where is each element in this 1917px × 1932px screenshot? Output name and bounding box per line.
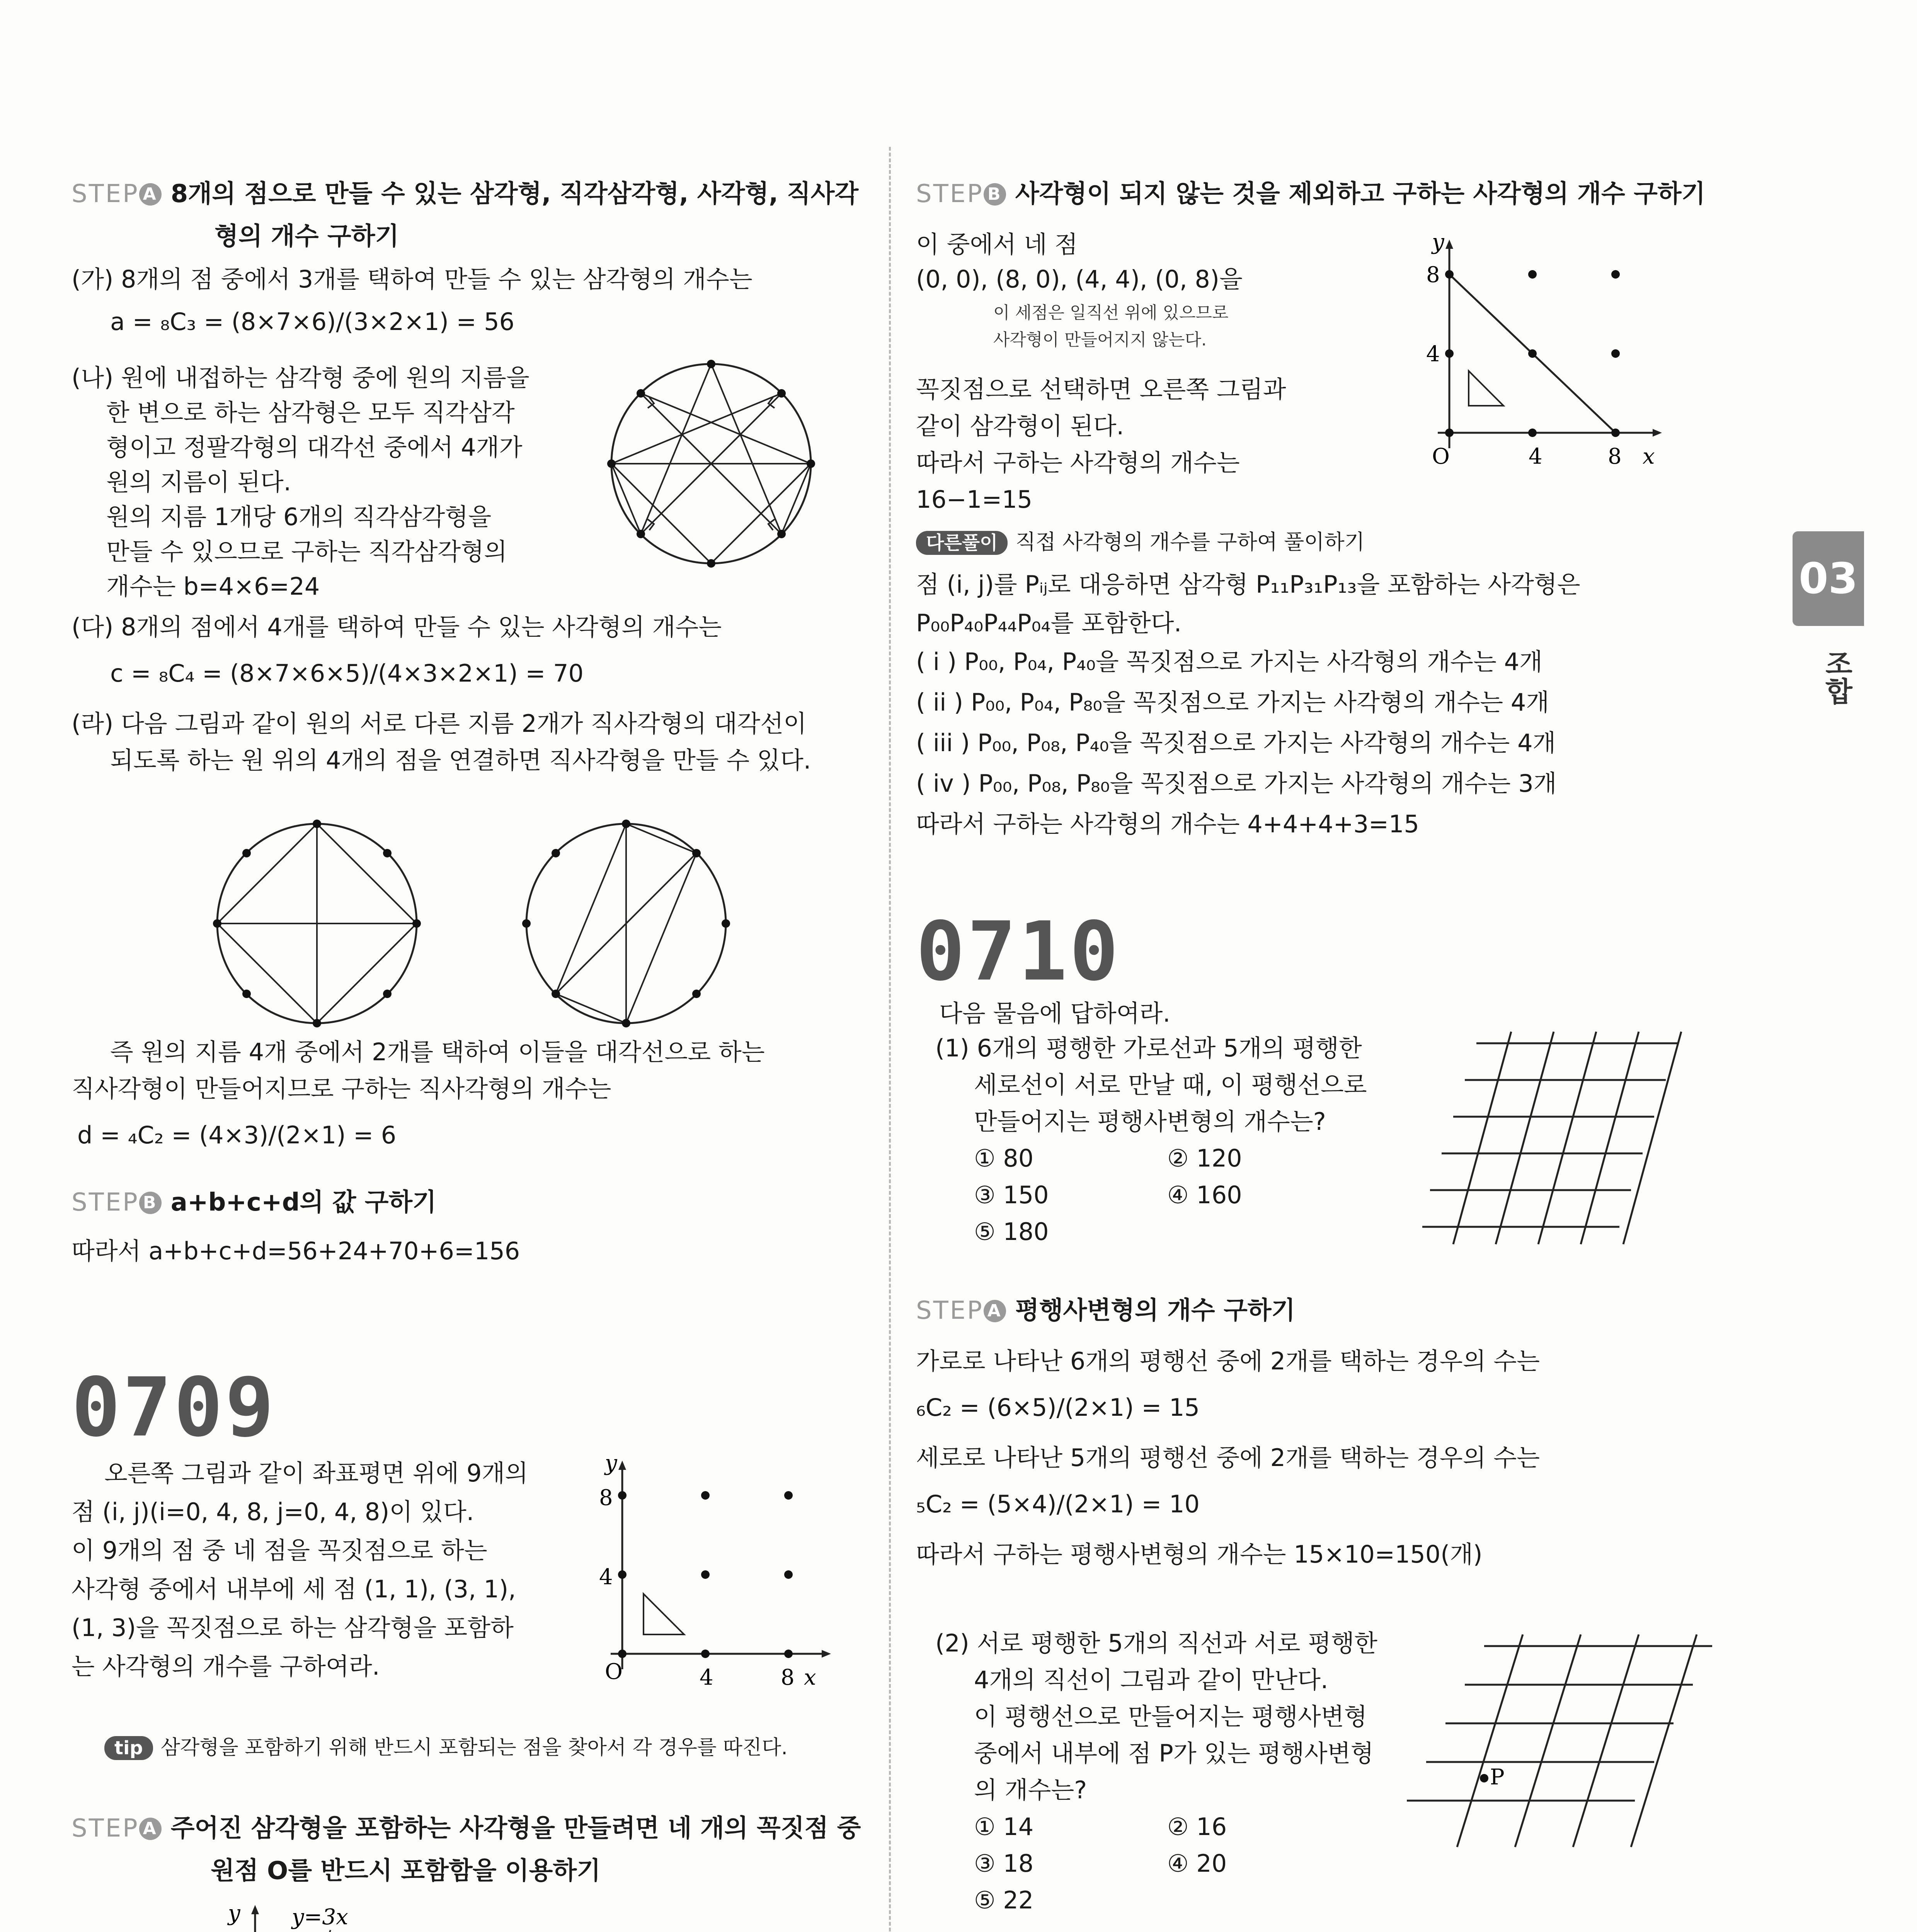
b2-line: (0, 0), (8, 0), (4, 4), (0, 8)을 xyxy=(916,265,1243,293)
problem-line: 이 9개의 점 중 네 점을 꼭짓점으로 하는 xyxy=(72,1536,487,1565)
na-line: 개수는 b=4×6=24 xyxy=(106,572,320,600)
line-y3x-label: y=3x xyxy=(292,1905,348,1930)
problem-number-0709: 0709 xyxy=(72,1360,276,1455)
svg-text:O: O xyxy=(1432,444,1450,469)
chapter-tab: 03 xyxy=(1793,531,1864,626)
q2-choice: ② 16 xyxy=(1167,1813,1227,1841)
step-a-heading-2: STEP A 주어진 삼각형을 포함하는 사각형을 만들려면 네 개의 꼭짓점 중 xyxy=(72,1814,861,1843)
alt-line: ( iv ) P₀₀, P₀₈, P₈₀을 꼭짓점으로 가지는 사각형의 개수는 3개 xyxy=(916,769,1557,798)
step-b-heading-2: STEP B 사각형이 되지 않는 것을 제외하고 구하는 사각형의 개수 구하기 xyxy=(916,180,1706,208)
b2-line: 이 중에서 네 점 xyxy=(916,230,1078,259)
alt-line: ( iii ) P₀₀, P₀₈, P₄₀을 꼭짓점으로 가지는 사각형의 개수는 4개 xyxy=(916,729,1556,757)
svg-text:x: x xyxy=(804,1665,816,1690)
quadrilateral-choice-figure xyxy=(139,1901,564,1932)
q1-choice: ④ 160 xyxy=(1167,1181,1242,1209)
na-line: 원의 지름 1개당 6개의 직각삼각형을 xyxy=(106,503,492,531)
step-a-heading-1-cont: 형의 개수 구하기 xyxy=(215,222,399,251)
alt-line: 따라서 구하는 사각형의 개수는 4+4+4+3=15 xyxy=(916,810,1419,838)
b2-note: 사각형이 만들어지지 않는다. xyxy=(993,330,1207,350)
na-line: (나) 원에 내접하는 삼각형 중에 원의 지름을 xyxy=(72,364,529,392)
ga-formula: a = ₈C₃ = (8×7×6)/(3×2×1) = 56 xyxy=(110,308,515,336)
problem-line: 는 사각형의 개수를 구하여라. xyxy=(72,1652,380,1680)
parallel-lines-figure-2 xyxy=(1380,1631,1728,1855)
point-p-label: P xyxy=(1490,1765,1505,1790)
problem-line: (1, 3)을 꼭짓점으로 하는 삼각형을 포함하 xyxy=(72,1614,514,1642)
na-line: 한 변으로 하는 삼각형은 모두 직각삼각 xyxy=(106,398,515,427)
ra-text: (라) 다음 그림과 같이 원의 서로 다른 지름 2개가 직사각형의 대각선이 xyxy=(72,709,807,738)
a3-formula: ₅C₂ = (5×4)/(2×1) = 10 xyxy=(916,1490,1200,1518)
svg-text:8: 8 xyxy=(599,1485,613,1510)
step-a-heading-3: STEP A 평행사변형의 개수 구하기 xyxy=(916,1296,1296,1325)
q1-choice: ③ 150 xyxy=(974,1181,1049,1209)
na-line: 만들 수 있으므로 구하는 직각삼각형의 xyxy=(106,537,507,566)
problem-number-0710: 0710 xyxy=(916,904,1121,999)
ra-text: 되도록 하는 원 위의 4개의 점을 연결하면 직사각형을 만들 수 있다. xyxy=(110,746,811,774)
b2-line: 꼭짓점으로 선택하면 오른쪽 그림과 xyxy=(916,375,1286,403)
tip-line: tip 삼각형을 포함하기 위해 반드시 포함되는 점을 찾아서 각 경우를 따진다. xyxy=(104,1731,788,1764)
step-b-heading-1: STEP B a+b+c+d의 값 구하기 xyxy=(72,1188,437,1217)
svg-text:8: 8 xyxy=(1608,444,1622,469)
q2-choice: ③ 18 xyxy=(974,1849,1034,1878)
b2-note: 이 세점은 일직선 위에 있으므로 xyxy=(993,303,1229,323)
b2-line: 따라서 구하는 사각형의 개수는 xyxy=(916,449,1240,477)
q2-line: 중에서 내부에 점 P가 있는 평행사변형 xyxy=(974,1739,1374,1767)
step-tag: STEP A xyxy=(72,180,162,208)
da-formula: c = ₈C₄ = (8×7×6×5)/(4×3×2×1) = 70 xyxy=(110,659,584,687)
q2-line: (2) 서로 평행한 5개의 직선과 서로 평행한 xyxy=(935,1629,1377,1657)
svg-text:4: 4 xyxy=(1529,444,1542,469)
alt-badge: 다른풀이 xyxy=(916,531,1008,555)
q2-choice: ④ 20 xyxy=(1167,1849,1227,1878)
parallel-lines-figure-1 xyxy=(1422,1028,1693,1252)
grid-points-figure xyxy=(572,1453,843,1704)
svg-text:x: x xyxy=(1643,444,1655,469)
na-line: 원의 지름이 된다. xyxy=(106,468,291,496)
svg-text:4: 4 xyxy=(1426,342,1440,367)
q2-choice: ⑤ 22 xyxy=(974,1886,1034,1914)
alt-line: 점 (i, j)를 Pᵢⱼ로 대응하면 삼각형 P₁₁P₃₁P₁₃을 포함하는 사각형은 xyxy=(916,570,1580,599)
rect-formula: d = ₄C₂ = (4×3)/(2×1) = 6 xyxy=(77,1121,397,1149)
na-line: 형이고 정팔각형의 대각선 중에서 4개가 xyxy=(106,433,523,461)
q2-line: 이 평행선으로 만들어지는 평행사변형 xyxy=(974,1702,1367,1731)
chapter-label: 조합 xyxy=(1820,649,1853,705)
rect-conclusion: 직사각형이 만들어지므로 구하는 직사각형의 개수는 xyxy=(72,1075,611,1103)
excluded-triangle-figure xyxy=(1411,232,1681,483)
svg-text:8: 8 xyxy=(1426,262,1440,287)
q1-choice: ① 80 xyxy=(974,1144,1034,1172)
q1-line: 만들어지는 평행사변형의 개수는? xyxy=(974,1107,1326,1136)
q2-choice: ① 14 xyxy=(974,1813,1034,1841)
step-a-heading-1: STEP A 8개의 점으로 만들 수 있는 삼각형, 직각삼각형, 사각형, 직사각 xyxy=(72,180,859,208)
problem-line: 사각형 중에서 내부에 세 점 (1, 1), (3, 1), xyxy=(72,1575,516,1603)
a3-formula: ₆C₂ = (6×5)/(2×1) = 15 xyxy=(916,1393,1200,1422)
rect-conclusion: 즉 원의 지름 4개 중에서 2개를 택하여 이들을 대각선으로 하는 xyxy=(110,1038,765,1066)
svg-text:y: y xyxy=(228,1901,240,1926)
tip-badge: tip xyxy=(104,1736,153,1760)
svg-text:8: 8 xyxy=(781,1665,795,1690)
q2-line: 의 개수는? xyxy=(974,1776,1087,1804)
da-text: (다) 8개의 점에서 4개를 택하여 만들 수 있는 사각형의 개수는 xyxy=(72,613,722,641)
alt-line: ( ii ) P₀₀, P₀₄, P₈₀을 꼭짓점으로 가지는 사각형의 개수는 4개 xyxy=(916,688,1549,716)
alt-line: ( i ) P₀₀, P₀₄, P₄₀을 꼭짓점으로 가지는 사각형의 개수는 4개 xyxy=(916,648,1542,676)
ga-text: (가) 8개의 점 중에서 3개를 택하여 만들 수 있는 삼각형의 개수는 xyxy=(72,265,752,293)
alt-line: P₀₀P₄₀P₄₄P₀₄를 포함한다. xyxy=(916,609,1182,637)
problem-0710-intro: 다음 물음에 답하여라. xyxy=(939,999,1171,1027)
column-divider xyxy=(889,147,891,1932)
a3-line: 가로로 나타난 6개의 평행선 중에 2개를 택하는 경우의 수는 xyxy=(916,1347,1540,1375)
problem-line: 점 (i, j)(i=0, 4, 8, j=0, 4, 8)이 있다. xyxy=(72,1498,474,1526)
b2-line: 16−1=15 xyxy=(916,485,1033,514)
inscribed-square-figure xyxy=(201,815,433,1032)
svg-text:y: y xyxy=(1432,232,1444,255)
q1-choice: ② 120 xyxy=(1167,1144,1242,1172)
q1-choice: ⑤ 180 xyxy=(974,1218,1049,1246)
inscribed-rectangle-figure xyxy=(510,815,742,1032)
q1-line: 세로선이 서로 만날 때, 이 평행선으로 xyxy=(974,1071,1367,1099)
b2-line: 같이 삼각형이 된다. xyxy=(916,412,1124,440)
step-a-heading-2-cont: 원점 O를 반드시 포함함을 이용하기 xyxy=(211,1857,601,1885)
step-tag: STEP B xyxy=(72,1188,162,1217)
svg-text:4: 4 xyxy=(700,1665,713,1690)
svg-text:y: y xyxy=(605,1453,617,1476)
circle-right-triangles-figure xyxy=(603,355,819,572)
svg-text:O: O xyxy=(605,1659,623,1684)
q1-line: (1) 6개의 평행한 가로선과 5개의 평행한 xyxy=(935,1034,1362,1062)
step-tag: STEP B xyxy=(916,180,1006,208)
sum-line: 따라서 a+b+c+d=56+24+70+6=156 xyxy=(72,1237,520,1265)
problem-line: 오른쪽 그림과 같이 좌표평면 위에 9개의 xyxy=(104,1459,528,1487)
q2-line: 4개의 직선이 그림과 같이 만난다. xyxy=(974,1666,1328,1694)
step-tag: STEP A xyxy=(72,1814,162,1843)
svg-text:4: 4 xyxy=(599,1565,613,1590)
a3-line: 세로로 나타난 5개의 평행선 중에 2개를 택하는 경우의 수는 xyxy=(916,1444,1540,1472)
a3-line: 따라서 구하는 평행사변형의 개수는 15×10=150(개) xyxy=(916,1540,1483,1568)
step-tag: STEP A xyxy=(916,1296,1006,1325)
alt-solution-header: 다른풀이 직접 사각형의 개수를 구하여 풀이하기 xyxy=(916,526,1365,559)
